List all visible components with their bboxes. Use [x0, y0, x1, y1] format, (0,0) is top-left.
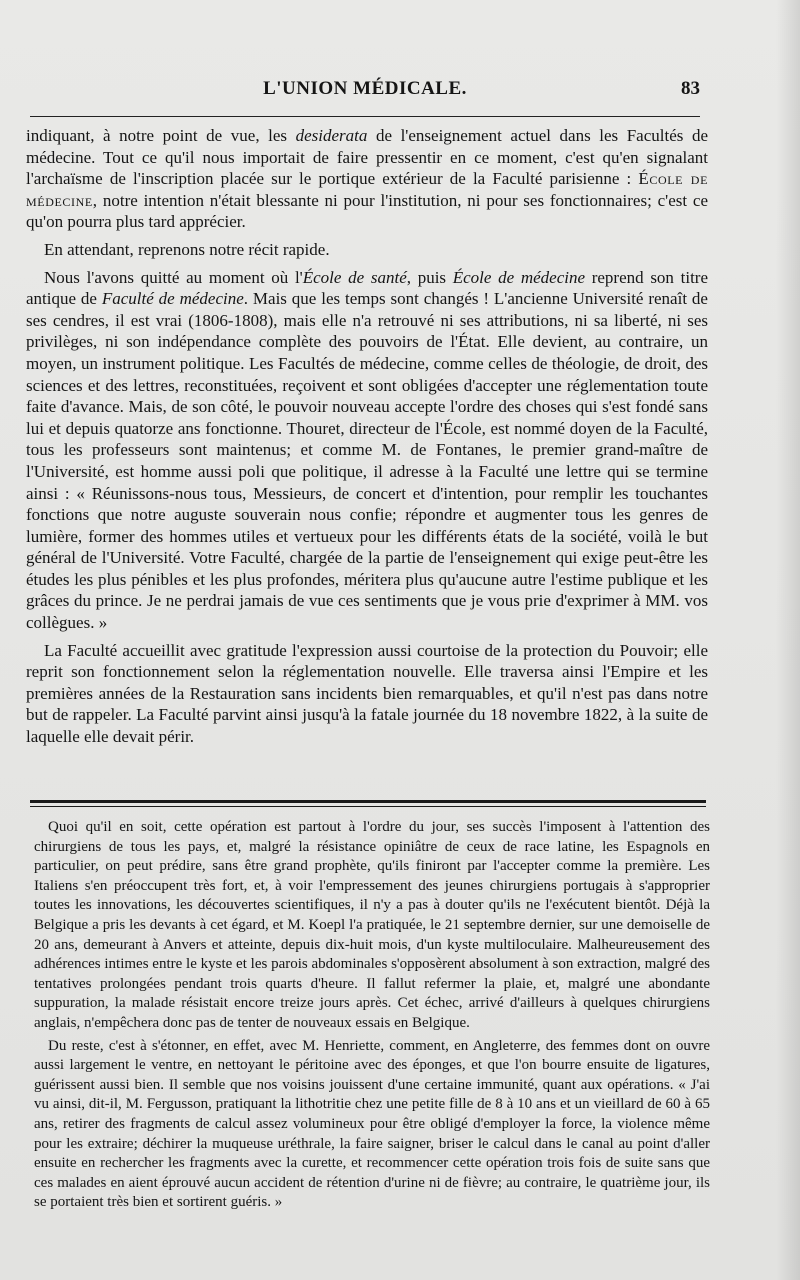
paragraph-3 [26, 267, 708, 634]
paragraph-4: La Faculté accueillit avec gratitude l'expression aussi courtoise de la protection du Pouvoir; elle reprit son fonctionnement selon la réglementation nouvelle. Elle traversa ainsi l'Empire et les premières années de la Restauration sans incidents bien remarquables, et qu'il n'est pas dans notre but de rappeler. La Faculté parvint ainsi jusqu'à la fatale journée du 18 novembre 1822, à la suite de laquelle elle devait périr. [26, 640, 708, 747]
italic-run: École de médecine [452, 267, 586, 287]
page-number: 83 [681, 78, 700, 99]
text-run: indiquant, à notre point de vue, les [26, 126, 296, 145]
journal-title: L'UNION MÉDICALE. [263, 78, 467, 99]
text-run: de l'enseignement actuel dans les Facultés de médecine. Tout ce qu'il nous importait de faire pressentir en ce moment, c'est qu'en signalant l'archaïsme de l'inscription placée sur le portique extérieur de la Faculté parisienne : [26, 126, 708, 189]
text-run: , puis [406, 267, 453, 287]
header-rule [30, 116, 700, 117]
text-run: Nous l'avons quitté au moment où l' [44, 267, 303, 287]
italic-run: desiderata [295, 126, 368, 145]
small-caps-run: École de médecine [26, 169, 708, 210]
running-header [30, 78, 700, 104]
italic-run: Faculté de médecine [101, 289, 244, 309]
paragraph-2: En attendant, reprenons notre récit rapide. [44, 239, 330, 259]
text-run: reprend son titre antique de [26, 267, 708, 309]
main-text [26, 125, 708, 754]
text-run: . Mais que les temps sont changés ! L'ancienne Université renaît de ses cendres, il est vrai (1806-1808), mais elle n'a retrouvé ni ses attributions, ni sa liberté, ni ses privilèges, ni son indépendance complète des pouvoirs de l'État. Elle devient, au contraire, un moyen, un instrument politique. Les Facultés de médecine, comme celles de théologie, de droit, des sciences et des lettres, reconstituées, reçoivent et sont obligées d'accepter une réglementation toute faite d'avance. Mais, de son côté, le pouvoir nouveau accepte l'ordre des choses qui s'est fondé sans lui et depuis quatorze ans fonctionne. Thouret, directeur de l'École, est nommé doyen de la Faculté, tous les professeurs sont maintenus; et comme M. de Fontanes, le premier grand-maître de l'Université, est homme aussi poli que politique, il adresse à la Faculté une lettre qui se termine ainsi : « Réunissons-nous tous, Messieurs, de concert et d'intention, pour remplir les touchantes fonctions que notre auguste souverain nous confie; répondre et augmenter tous les genres de lumière, former des hommes utiles et vertueux pour les différents états de la société, voilà le but général de l'Université. Votre Faculté, chargée de la partie de l'enseignement qui exige peut-être les études les plus pénibles et les plus profondes, méritera plus qu'aucune autre l'estime publique et les grâces du prince. Je ne perdrai jamais de vue ces sentiments que je vous prie d'exprimer à MM. vos collègues. » [26, 289, 708, 633]
note-paragraph-2: Du reste, c'est à s'étonner, en effet, avec M. Henriette, comment, en Angleterre, des femmes dont on ouvre aussi largement le ventre, en nettoyant le péritoine avec des éponges, et que l'on bourre ensuite de ligatures, guérissent aussi bien. Il semble que nos voisins jouissent d'une certaine immunité, quant aux opérations. « J'ai vu ainsi, dit-il, M. Fergusson, pratiquant la lithotritie chez une petite fille de 8 à 10 ans et un vieillard de 60 à 65 ans, retirer des fragments de calcul assez volumineux pour être obligé d'employer la force, la violence même pour les extraire; déchirer la muqueuse uréthrale, la faire saigner, briser le calcul dans le canal au point d'aller ensuite en rechercher les fragments avec la curette, et recommencer cette opération trois fois de suite sans que ces malades en aient éprouvé aucun accident de rétention d'urine ni de fièvre; au contraire, le quatrième jour, ils se portaient très bien et sortirent guéris. » [34, 1037, 710, 1211]
footnote-text [34, 818, 710, 1216]
italic-run: École de santé [302, 267, 407, 287]
note-paragraph-1: Quoi qu'il en soit, cette opération est partout à l'ordre du jour, ses succès l'imposent à l'attention des chirurgiens de tous les pays, et, malgré la résistance opiniâtre de ceux de race latine, les Espagnols en particulier, on peut prédire, sans être grand prophète, qu'ils finiront par l'accepter comme la première. Les Italiens s'en préoccupent très fort, et, à voir l'empressement des jeunes chirurgiens portugais à s'approprier toutes les innovations, les découvertes scientifiques, il n'y a pas à douter qu'ils ne l'exécutent bientôt. Déjà la Belgique a pris les devants à cet égard, et M. Koepl l'a pratiquée, le 21 septembre dernier, sur une demoiselle de 20 ans, demeurant à Anvers et atteinte, depuis dix-huit mois, d'un kyste multiloculaire. Malheureusement des adhérences intimes entre le kyste et les parois abdominales s'opposèrent absolument à son extraction, malgré des tentatives prolongées pendant trois quarts d'heure. Il fallut refermer la plaie, et, malgré une abondante suppuration, la malade résistait encore treize jours après. Cet échec, arrivé d'ailleurs à quelques chirurgiens anglais, n'empêchera donc pas de tenter de nouveaux essais en Belgique. [34, 819, 710, 1031]
paragraph-1 [26, 125, 708, 233]
section-divider [30, 800, 706, 807]
text-run: , notre intention n'était blessante ni pour l'institution, ni pour ses fonctionnaires; c'est ce qu'on pourra plus tard apprécier. [26, 190, 708, 232]
page-edge-shadow [776, 0, 800, 1280]
